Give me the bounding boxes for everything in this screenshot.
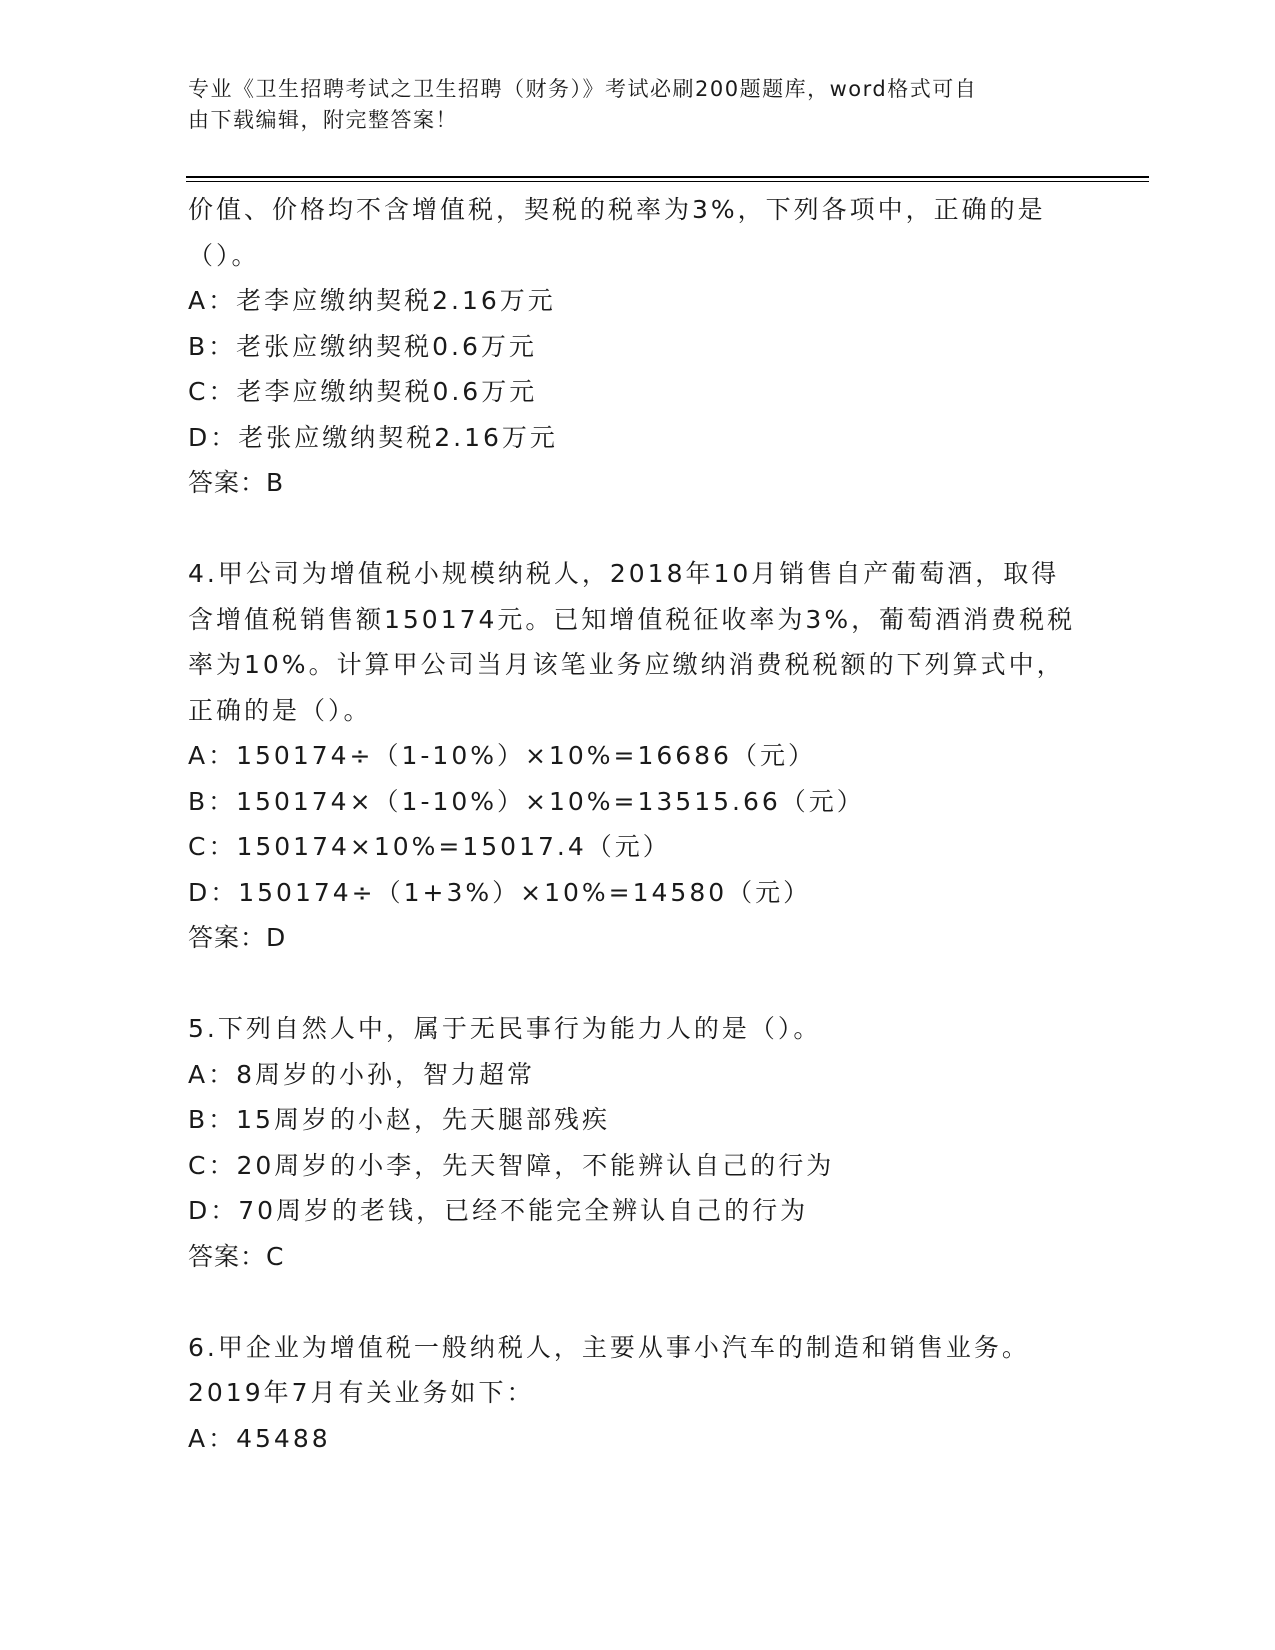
question-stem: 含增值税销售额150174元。已知增值税征收率为3%，葡萄酒消费税税 [188, 604, 1076, 634]
question-stem: 4.甲公司为增值税小规模纳税人，2018年10月销售自产葡萄酒，取得 [188, 559, 1060, 588]
question-stem: 正确的是（）。 [188, 695, 372, 725]
option-b: B：150174×（1-10%）×10%=13515.66（元） [188, 786, 865, 816]
option-a: A：8周岁的小孙，智力超常 [188, 1059, 536, 1089]
spacer [188, 506, 1088, 552]
option-b: B：老张应缴纳契税0.6万元 [188, 331, 537, 361]
header-title-line-1: 专业《卫生招聘考试之卫生招聘（财务）》考试必刷200题题库，word格式可自 [188, 77, 978, 101]
option-d: D：70周岁的老钱，已经不能完全辨认自己的行为 [188, 1196, 809, 1225]
option-a: A：150174÷（1-10%）×10%=16686（元） [188, 741, 816, 770]
option-c: C：20周岁的小李，先天智障，不能辨认自己的行为 [188, 1150, 835, 1180]
question-stem: 率为10%。计算甲公司当月该笔业务应缴纳消费税税额的下列算式中， [188, 650, 1065, 679]
question-stem: 6.甲企业为增值税一般纳税人，主要从事小汽车的制造和销售业务。 [188, 1332, 1030, 1362]
question-3 [188, 187, 1088, 506]
answer-label: 答案：C [188, 1241, 285, 1271]
question-stem: （）。 [188, 240, 260, 270]
option-d: D：150174÷（1+3%）×10%=14580（元） [188, 877, 812, 907]
question-stem: 5.下列自然人中，属于无民事行为能力人的是（）。 [188, 1014, 822, 1043]
question-4 [188, 551, 1088, 961]
answer-label: 答案：D [188, 923, 287, 952]
header-divider-thick [186, 176, 1149, 178]
question-5 [188, 1006, 1088, 1279]
question-6 [188, 1325, 1088, 1462]
option-a: A：老李应缴纳契税2.16万元 [188, 286, 556, 315]
spacer [188, 1279, 1088, 1325]
answer-label: 答案：B [188, 468, 285, 497]
option-c: C：150174×10%=15017.4（元） [188, 832, 671, 861]
question-stem: 2019年7月有关业务如下： [188, 1378, 535, 1407]
document-header [188, 74, 1068, 136]
option-c: C：老李应缴纳契税0.6万元 [188, 377, 538, 406]
option-b: B：15周岁的小赵，先天腿部残疾 [188, 1105, 610, 1134]
header-title-line-2: 由下载编辑，附完整答案！ [188, 108, 458, 132]
option-a: A：45488 [188, 1423, 331, 1453]
question-content [188, 187, 1088, 1461]
header-divider-thin [186, 181, 1149, 182]
spacer [188, 961, 1088, 1007]
question-stem: 价值、价格均不含增值税，契税的税率为3%，下列各项中，正确的是 [188, 195, 1046, 224]
option-d: D：老张应缴纳契税2.16万元 [188, 422, 558, 452]
